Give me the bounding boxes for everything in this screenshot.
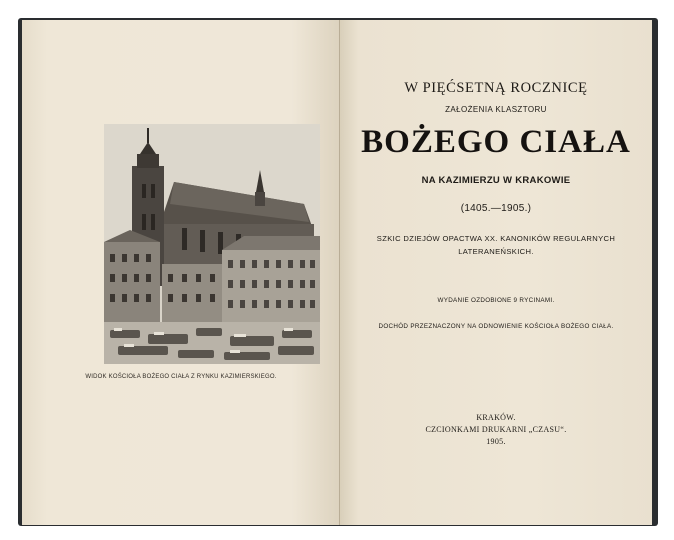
illustration-caption: WIDOK KOŚCIOŁA BOŻEGO CIAŁA Z RYNKU KAZIMIERSKIEGO. (85, 374, 277, 380)
subtitle-line-1: SZKIC DZIEJÓW OPACTWA XX. KANONIKÓW REGULARNYCH (376, 234, 616, 243)
left-page (22, 20, 340, 525)
imprint (340, 412, 652, 448)
church-illustration (104, 124, 320, 364)
anniversary-line: W PIĘĆSETNĄ ROCZNICĘ (404, 80, 588, 96)
main-title: BOŻEGO CIAŁA (361, 124, 631, 160)
proceeds-note: DOCHÓD PRZEZNACZONY NA ODNOWIENIE KOŚCIOŁA BOŻEGO CIAŁA. (378, 323, 614, 330)
founding-line: ZAŁOŻENIA KLASZTORU (445, 105, 547, 114)
years-line: (1405.—1905.) (460, 203, 532, 214)
location-line: NA KAZIMIERZU W KRAKOWIE (421, 175, 571, 186)
imprint-city: KRAKÓW. (476, 413, 516, 422)
edition-note: WYDANIE OZDOBIONE 9 RYCINAMI. (437, 297, 555, 304)
imprint-printer: CZCIONKAMI DRUKARNI „CZASU“. (425, 425, 567, 434)
imprint-year: 1905. (486, 437, 506, 446)
subtitle-line-2: LATERANEŃSKICH. (458, 247, 534, 256)
title-page (340, 20, 652, 525)
subtitle (340, 232, 652, 258)
